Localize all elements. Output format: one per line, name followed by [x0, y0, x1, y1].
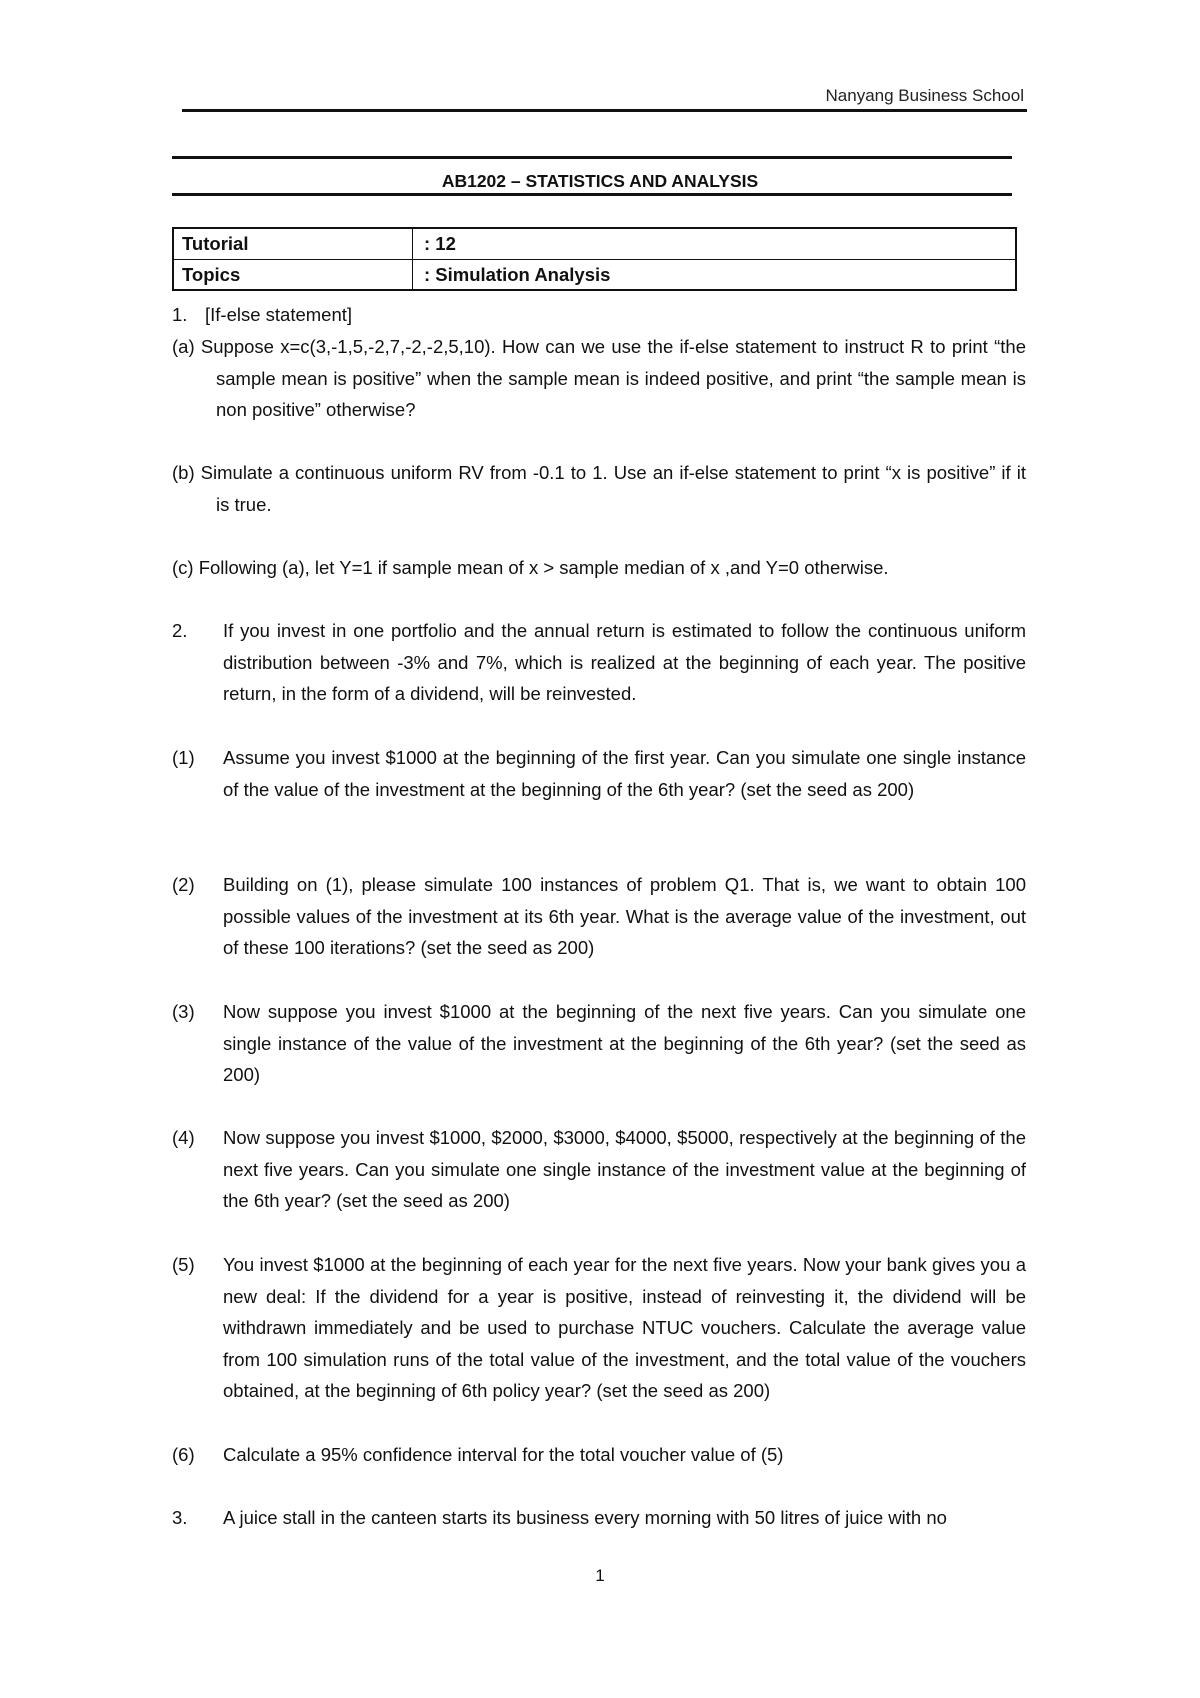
tutorial-label: Tutorial — [182, 233, 249, 254]
q2-part-2-number: (2) — [172, 874, 195, 895]
tutorial-info-table — [172, 227, 1017, 291]
q3-number: 3. — [172, 1507, 188, 1528]
info-row-tutorial — [174, 229, 1015, 260]
page-number: 1 — [595, 1566, 605, 1585]
q2-part-4-text: Now suppose you invest $1000, $2000, $3000, $4000, $5000, respectively at the beginning of the next five years. Can you simulate one single instance of the investment value at the beginning of the 6th year? (set the seed as 200) — [223, 1127, 1026, 1211]
q2-part-5-text: You invest $1000 at the beginning of each year for the next five years. Now your bank gives you a new deal: If the dividend for a year is positive, instead of reinvesting it, the dividend will be withdrawn immediately and be used to purchase NTUC vouchers. Calculate the average value from 100 simulation runs of the total value of the investment, and the total value of the vouchers obtained, at the beginning of 6th policy year? (set the seed as 200) — [223, 1254, 1026, 1401]
tutorial-value: : 12 — [424, 233, 456, 254]
q2-text: If you invest in one portfolio and the annual return is estimated to follow the continuous uniform distribution between -3% and 7%, which is realized at the beginning of each year. The positive return, in the form of a dividend, will be reinvested. — [223, 620, 1026, 704]
title-rule-top — [172, 156, 1012, 159]
q2-part-6-text: Calculate a 95% confidence interval for the total voucher value of (5) — [223, 1444, 784, 1465]
header-rule — [182, 109, 1027, 112]
q1-part-c: (c) Following (a), let Y=1 if sample mean of x > sample median of x ,and Y=0 otherwise. — [172, 557, 889, 578]
q2-part-6-number: (6) — [172, 1444, 195, 1465]
q1-title: [If-else statement] — [205, 304, 353, 325]
q2-part-2-text: Building on (1), please simulate 100 instances of problem Q1. That is, we want to obtain 100 possible values of the investment at its 6th year. What is the average value of the investment, out of these 100 iterations? (set the seed as 200) — [223, 874, 1026, 958]
course-title: AB1202 – STATISTICS AND ANALYSIS — [441, 171, 759, 191]
q1-part-a: (a) Suppose x=c(3,-1,5,-2,7,-2,-2,5,10). How can we use the if-else statement to instruct R to print “the sample mean is positive” when the sample mean is indeed positive, and print “the sample mean is non positive” otherwise? — [172, 336, 1026, 420]
school-name: Nanyang Business School — [825, 86, 1024, 105]
q2-part-3-number: (3) — [172, 1001, 195, 1022]
q2-part-3-text: Now suppose you invest $1000 at the beginning of the next five years. Can you simulate one single instance of the value of the investment at the beginning of the 6th year? (set the seed as 200) — [223, 1001, 1026, 1085]
topics-value: : Simulation Analysis — [424, 264, 611, 285]
q3-text: A juice stall in the canteen starts its business every morning with 50 litres of juice with no — [223, 1507, 947, 1528]
q2-number: 2. — [172, 620, 188, 641]
q2-part-1-text: Assume you invest $1000 at the beginning of the first year. Can you simulate one single instance of the value of the investment at the beginning of the 6th year? (set the seed as 200) — [223, 747, 1026, 800]
q2-part-5-number: (5) — [172, 1254, 195, 1275]
topics-label: Topics — [182, 264, 241, 285]
title-rule-bottom — [172, 193, 1012, 196]
info-row-topics — [174, 260, 1015, 290]
q2-part-1-number: (1) — [172, 747, 195, 768]
q1-number: 1. — [172, 304, 188, 325]
q1-part-b: (b) Simulate a continuous uniform RV from -0.1 to 1. Use an if-else statement to print “x is positive” if it is true. — [172, 462, 1026, 515]
q2-part-4-number: (4) — [172, 1127, 195, 1148]
